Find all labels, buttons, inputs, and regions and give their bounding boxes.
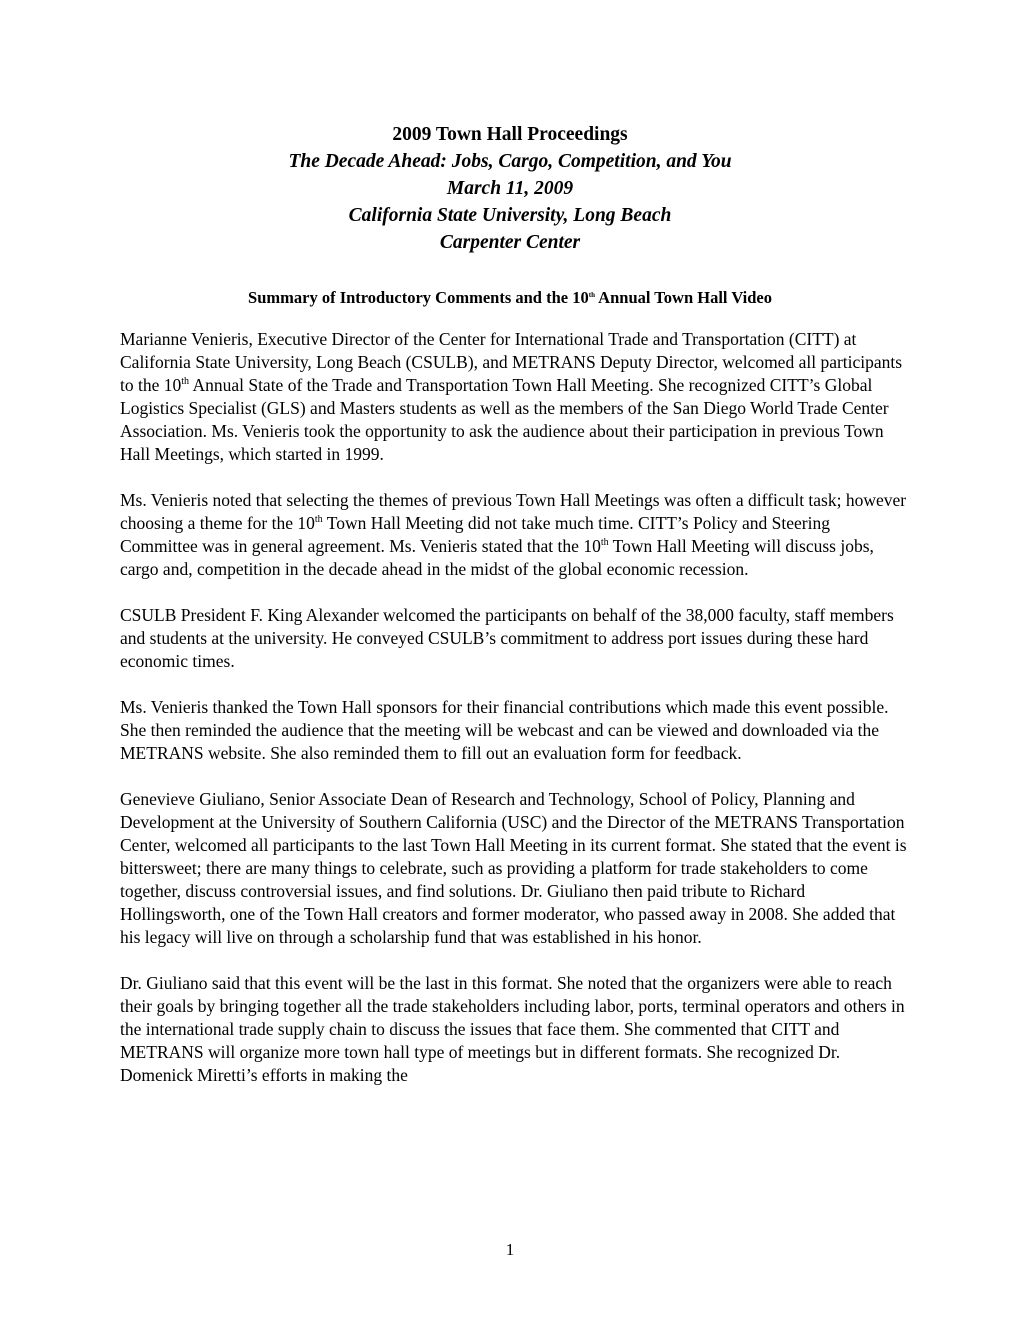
paragraph-6: Dr. Giuliano said that this event will be the last in this format. She noted that the organizers were able to reach their goals by bringing together all the trade stakeholders including labor, ports, terminal operators and others in the international trade supply chain to discuss the issues that face them. She commented that CITT and METRANS will organize more town hall type of meetings but in different formats. She recognized Dr. Domenick Miretti’s efforts in making the (120, 973, 905, 1085)
page-number: 1 (505, 1240, 515, 1259)
title-block (120, 121, 900, 256)
paragraph-1-part-a: Marianne Venieris, Executive Director of the Center for International Trade and Transportation (CITT) at California State University, Long Beach (CSULB), and METRANS Deputy Director, welcomed all participants to the 10 (120, 329, 903, 395)
title-line-4: California State University, Long Beach (348, 205, 672, 226)
paragraph-2-ordinal (583, 536, 608, 556)
title-line-2: The Decade Ahead: Jobs, Cargo, Competition, and You (288, 151, 732, 172)
paragraph-5: Genevieve Giuliano, Senior Associate Dean of Research and Technology, School of Policy, Planning and Development at the University of Southern California (USC) and the Director of the METRANS Transportation Center, welcomed all participants to the last Town Hall Meeting in its current format. She stated that the event is bittersweet; there are many things to celebrate, such as providing a platform for trade stakeholders to come together, discuss controversial issues, and find solutions. Dr. Giuliano then paid tribute to Richard Hollingsworth, one of the Town Hall creators and former moderator, who passed away in 2008. She added that his legacy will live on through a scholarship fund that was established in his honor. (120, 789, 907, 947)
paragraph-2-part-b: Town Hall Meeting did not take much time. CITT’s Policy and Steering Committee was in general agreement. Ms. Venieris stated that the (120, 513, 831, 556)
subtitle-text-before: Summary of Introductory Comments and the 10 (248, 288, 589, 307)
paragraph-1-part-b: Annual State of the Trade and Transportation Town Hall Meeting. She recognized CITT’s Global Logistics Specialist (GLS) and Masters students as well as the members of the San Diego World Trade Center Association. Ms. Venieris took the opportunity to ask the audience about their participation in previous Town Hall Meetings, which started in 1999. (120, 375, 889, 464)
paragraph-2-part-c: 10 (583, 536, 601, 556)
paragraph-2-superscript-1: th (314, 514, 323, 525)
paragraph-1 (120, 328, 910, 466)
section-subtitle (120, 284, 900, 309)
paragraph-2-part-a: Ms. Venieris noted that selecting the themes of previous Town Hall Meetings was often a difficult task; however choosing a theme for the 10 (120, 490, 907, 533)
paragraph-2-superscript-2: th (600, 537, 609, 548)
title-line-5: Carpenter Center (439, 232, 581, 253)
title-line-1: 2009 Town Hall Proceedings (392, 124, 628, 145)
body-text (120, 328, 910, 1110)
paragraph-1-superscript: th (181, 376, 190, 387)
paragraph-3: CSULB President F. King Alexander welcomed the participants on behalf of the 38,000 faculty, staff members and students at the university. He conveyed CSULB’s commitment to address port issues during these hard economic times. (120, 605, 894, 671)
subtitle-text-after: Annual Town Hall Video (594, 288, 772, 307)
title-line-3: March 11, 2009 (446, 178, 574, 199)
paragraph-4: Ms. Venieris thanked the Town Hall sponsors for their financial contributions which made this event possible. She then reminded the audience that the meeting will be webcast and can be viewed and downloaded via the METRANS website. She also reminded them to fill out an evaluation form for feedback. (120, 697, 889, 763)
subtitle-superscript: th (588, 291, 595, 299)
paragraph-2-part-d: Town Hall Meeting will discuss jobs, cargo and, competition in the decade ahead in the midst of the global economic recession. (120, 536, 874, 579)
paragraph-2 (120, 489, 910, 581)
